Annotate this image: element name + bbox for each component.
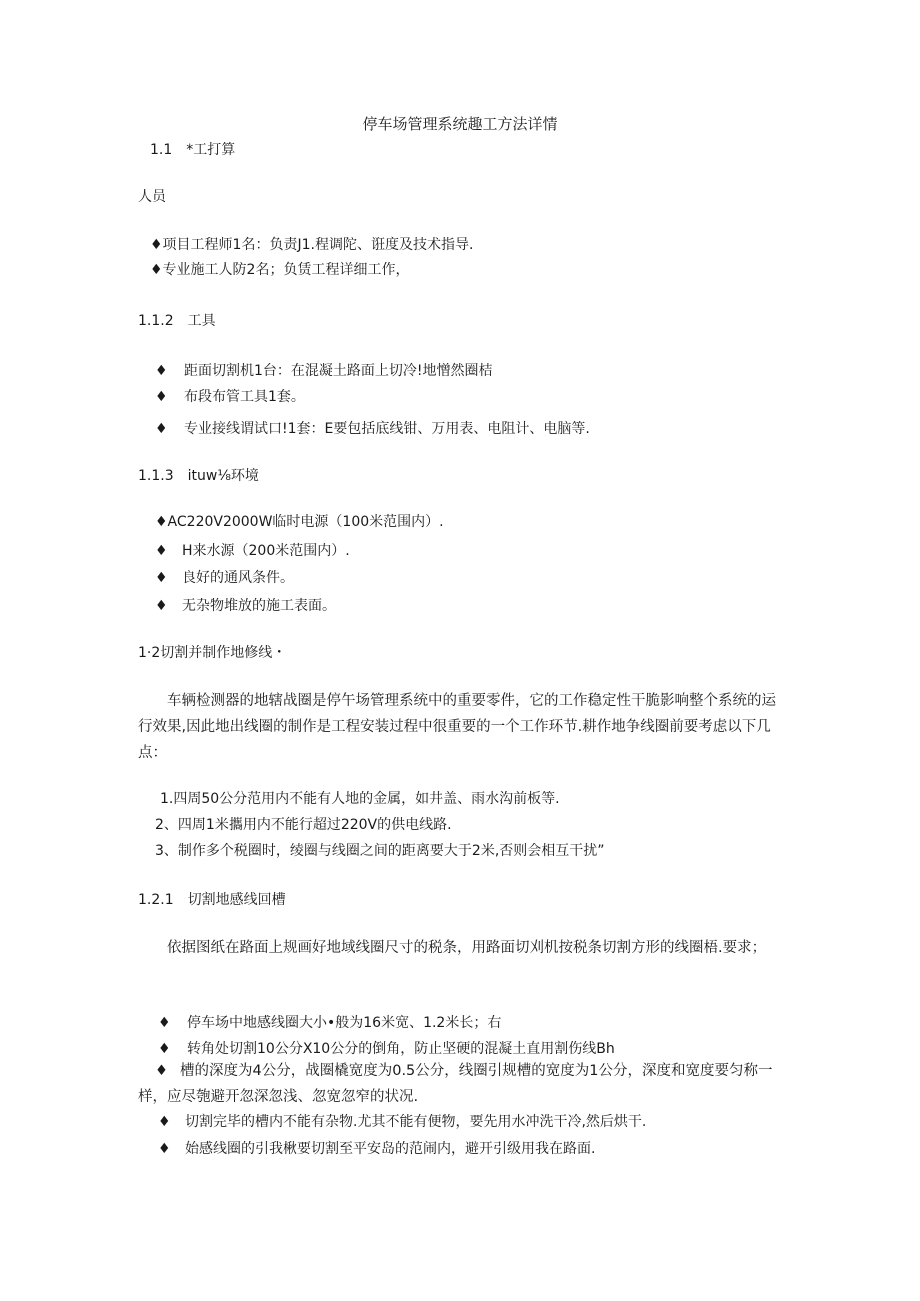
section-1-1-2-heading: 1.1.2 工具 (138, 313, 216, 329)
groove-requirement-text: 槽的深度为4公分，战圈橇宽度为0.5公分，线圈引规槽的宽度为1公分，深度和宽度要匀称一样，应尽匏避开忽深忽浅、忽宽忽窄的状况. (138, 1063, 773, 1105)
env-item-text: 无杂物堆放的施工表面。 (182, 598, 336, 614)
bullet-diamond-icon: ♦ (155, 363, 168, 379)
people-subheading: 人员 (138, 189, 166, 205)
env-item-text: H来水源（200米范围内）. (182, 543, 350, 559)
section-1-2-1-heading: 1.2.1 切割地感线回槽 (138, 892, 286, 908)
list-item (155, 418, 590, 438)
bullet-diamond-icon: ♦ (158, 1015, 171, 1031)
requirement-item-text: 始感线圈的引我楸要切割至平安岛的范闹内，避开引级用我在路面. (185, 1141, 596, 1157)
bullet-diamond-icon: ♦ (158, 1114, 171, 1130)
consideration-item: 3、制作多个税圈时，绫圈与线圈之间的距离要大于2米,否则会相互干扰” (155, 843, 605, 859)
list-item (155, 386, 305, 406)
bullet-diamond-icon: ♦ (155, 1063, 168, 1079)
bullet-diamond-icon: ♦ (155, 543, 168, 559)
section-1-1-heading: 1.1 *工打算 (150, 142, 236, 158)
people-item-engineer: ♦项目工程师1名：负责J1.程调陀、诳度及技术指导. (150, 237, 474, 253)
tool-item-text: 专业接线谓试口!1套：E要包括底线钳、万用表、电阻计、电脑等. (184, 421, 590, 437)
list-item (158, 1138, 595, 1158)
list-item (155, 360, 493, 380)
list-item (158, 1012, 501, 1032)
requirement-item-text: 切割完毕的槽内不能有杂物.尤其不能有便物，要先用水冲洗干冷,然后烘干. (185, 1114, 647, 1130)
bullet-diamond-icon: ♦ (158, 1141, 171, 1157)
bullet-diamond-icon: ♦ (158, 1041, 171, 1057)
requirements-paragraph: 依据图纸在路面上规画好地域线圈尺寸的税条，用路面切刈机按税条切割方形的线圈梧.要求； (167, 940, 767, 956)
bullet-diamond-icon: ♦ (155, 598, 168, 614)
bullet-diamond-icon: ♦ (155, 389, 168, 405)
people-item-workers: ♦专业施工人防2名；负赁工程详细工作， (150, 262, 410, 278)
requirement-item-text: 停车场中地感线圈大小•般为16米宽、1.2米长；右 (187, 1015, 502, 1031)
list-item (155, 567, 294, 587)
tool-item-text: 布段布管工具1套。 (184, 389, 305, 405)
list-item (155, 540, 350, 560)
consideration-item: 1.四周50公分范用内不能有人地的金属，如井盖、雨水沟前板等. (160, 791, 560, 807)
intro-paragraph: 车辆检测器的地辖战圈是停午场管理系统中的重要零件，它的工作稳定性干脆影响整个系统的运行效果,因此地出线圈的制作是工程安装过程中很重要的一个工作环节.耕作地争线圈前要考虑以下几点： (138, 693, 776, 761)
bullet-diamond-icon: ♦ (155, 570, 168, 586)
list-item (158, 1038, 615, 1058)
section-1-2-heading: 1·2切割并制作地修线・ (138, 645, 287, 661)
env-item-text: 良好的通风条件。 (182, 570, 294, 586)
requirement-item-text: 转角处切割10公分X10公分的倒角，防止坚硬的混凝土直用割伤线Bh (187, 1041, 615, 1057)
bullet-diamond-icon: ♦ (155, 421, 168, 437)
list-item (155, 595, 336, 615)
env-item-power: ♦AC220V2000W临时电源（100米范围内）. (155, 514, 444, 530)
tool-item-text: 距面切割机1台：在混凝土路面上切冷!地憎然圈桔 (184, 363, 493, 379)
section-1-1-3-heading: 1.1.3 ituw⅛环境 (138, 468, 259, 484)
list-item (158, 1111, 646, 1131)
consideration-item: 2、四周1米攜用内不能行超过220V的供电线路. (155, 817, 452, 833)
page-title: 停车场管理系统趣工方法详情 (362, 115, 558, 133)
groove-requirement-paragraph (138, 1058, 786, 1110)
